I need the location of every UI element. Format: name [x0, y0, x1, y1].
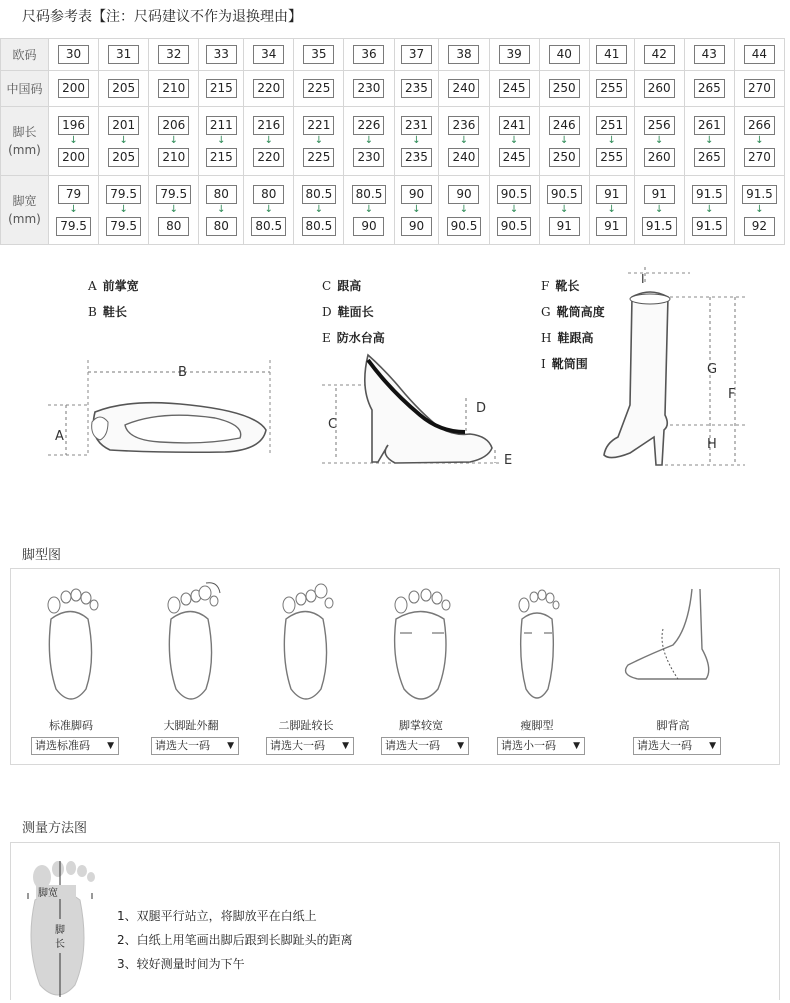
- legend-text: 跟高: [337, 279, 362, 293]
- dropdown-arrow-icon: ▼: [342, 741, 349, 751]
- length-to: 265: [694, 148, 725, 167]
- slim-foot-icon: [482, 569, 592, 709]
- length-from: 256: [644, 116, 675, 135]
- marker-c: C: [328, 417, 338, 432]
- foot-types-title: 脚型图: [22, 548, 62, 563]
- dropdown-arrow-icon: ▼: [227, 741, 234, 751]
- width-from: 80: [253, 185, 284, 204]
- cn-cell: 270: [744, 79, 775, 98]
- high-instep-foot-icon: [618, 569, 748, 709]
- down-arrow-icon: ↓: [217, 134, 226, 146]
- cn-cell: 265: [694, 79, 725, 98]
- eu-cell: 35: [303, 45, 334, 64]
- length-from: 241: [499, 116, 530, 135]
- measure-steps: [117, 904, 353, 976]
- width-to: 90: [401, 217, 432, 236]
- legend-item: [88, 303, 139, 329]
- down-arrow-icon: ↓: [412, 134, 421, 146]
- cn-cell: 245: [499, 79, 530, 98]
- length-to: 235: [401, 148, 432, 167]
- dropdown-arrow-icon: ▼: [573, 741, 580, 751]
- down-arrow-icon: ↓: [169, 203, 178, 215]
- size-select-slim[interactable]: [497, 737, 585, 755]
- eu-cell: 31: [108, 45, 139, 64]
- length-to: 220: [253, 148, 284, 167]
- legend-letter: I: [541, 357, 546, 371]
- cn-cell: 260: [644, 79, 675, 98]
- length-from: 211: [206, 116, 237, 135]
- width-to: 90.5: [447, 217, 482, 236]
- legend-group-1: [88, 277, 139, 329]
- legend-text: 靴筒围: [551, 357, 588, 371]
- select-value: 请选小一码: [501, 739, 556, 752]
- measure-step: 3、较好测量时间为下午: [117, 957, 245, 971]
- legend-letter: G: [541, 305, 551, 319]
- marker-a: A: [55, 429, 64, 444]
- width-from: 80.5: [302, 185, 337, 204]
- marker-i: I: [641, 272, 645, 286]
- down-arrow-icon: ↓: [509, 203, 519, 215]
- foot-type-wide: [366, 569, 476, 752]
- length-to: 245: [499, 148, 530, 167]
- size-select-standard[interactable]: [31, 737, 119, 755]
- select-value: 请选标准码: [35, 739, 90, 752]
- length-from: 221: [303, 116, 334, 135]
- down-arrow-icon: ↓: [755, 134, 764, 146]
- cn-cell: 230: [353, 79, 384, 98]
- foot-type-label: 二脚趾较长: [278, 719, 334, 732]
- bunion-foot-icon: [136, 569, 246, 709]
- width-from: 91.5: [692, 185, 727, 204]
- boot-drawing: [590, 265, 750, 475]
- flat-shoe-drawing: [48, 360, 270, 455]
- length-to: 270: [744, 148, 775, 167]
- eu-cell: 38: [448, 45, 479, 64]
- width-from: 79.5: [106, 185, 141, 204]
- legend-letter: H: [541, 331, 552, 345]
- down-arrow-icon: ↓: [119, 134, 128, 146]
- cn-cell: 215: [206, 79, 237, 98]
- width-to: 91.5: [642, 217, 677, 236]
- foot-type-slim: [482, 569, 592, 752]
- legend-text: 前掌宽: [102, 279, 139, 293]
- length-row: [1, 107, 785, 176]
- footprint-icon: [20, 855, 110, 1003]
- down-arrow-icon: ↓: [705, 203, 714, 215]
- width-from: 90: [401, 185, 432, 204]
- width-to: 80: [206, 217, 237, 236]
- width-from: 91.5: [742, 185, 777, 204]
- standard-foot-icon: [16, 569, 126, 709]
- width-to: 80.5: [251, 217, 286, 236]
- long-toe-foot-icon: [251, 569, 361, 709]
- eu-cell: 32: [158, 45, 189, 64]
- down-arrow-icon: ↓: [560, 203, 569, 215]
- length-row-header: [1, 107, 49, 176]
- width-row: [1, 176, 785, 245]
- down-arrow-icon: ↓: [705, 134, 714, 146]
- down-arrow-icon: ↓: [364, 203, 374, 215]
- width-to: 90: [353, 217, 384, 236]
- foot-type-label: 瘦脚型: [520, 719, 554, 732]
- cn-cell: 220: [253, 79, 284, 98]
- length-unit: (mm): [8, 143, 41, 157]
- eu-cell: 39: [499, 45, 530, 64]
- down-arrow-icon: ↓: [459, 203, 469, 215]
- legend-text: 鞋面长: [337, 305, 374, 319]
- marker-d: D: [476, 401, 487, 416]
- width-to: 91: [596, 217, 627, 236]
- width-row-header: [1, 176, 49, 245]
- legend-letter: A: [88, 279, 97, 293]
- cn-cell: 240: [448, 79, 479, 98]
- legend-text: 靴长: [555, 279, 580, 293]
- width-from: 90.5: [547, 185, 582, 204]
- measure-title: 测量方法图: [22, 821, 88, 836]
- cn-cell: 225: [303, 79, 334, 98]
- length-from: 251: [596, 116, 627, 135]
- wide-foot-icon: [366, 569, 476, 709]
- eu-row: [1, 39, 785, 71]
- down-arrow-icon: ↓: [314, 134, 324, 146]
- width-from: 80: [206, 185, 237, 204]
- cn-row-header: 中国码: [1, 71, 49, 107]
- foot-type-label: 标准脚码: [49, 719, 93, 732]
- width-from: 90.5: [497, 185, 532, 204]
- length-from: 246: [549, 116, 580, 135]
- width-to: 92: [744, 217, 775, 236]
- foot-types-panel: [10, 568, 780, 765]
- length-from: 231: [401, 116, 432, 135]
- width-to: 91: [549, 217, 580, 236]
- legend-text: 鞋跟高: [557, 331, 594, 345]
- eu-cell: 34: [253, 45, 284, 64]
- length-label: 脚长: [12, 125, 37, 139]
- dropdown-arrow-icon: ▼: [457, 741, 464, 751]
- foot-length-tag: 长: [55, 939, 65, 950]
- eu-cell: 40: [549, 45, 580, 64]
- legend-text: 靴筒高度: [556, 305, 605, 319]
- length-to: 250: [549, 148, 580, 167]
- width-from: 91: [644, 185, 675, 204]
- size-select-high-instep[interactable]: [633, 737, 721, 755]
- width-from: 79.5: [156, 185, 191, 204]
- length-to: 240: [448, 148, 479, 167]
- foot-type-label: 脚掌较宽: [399, 719, 443, 732]
- down-arrow-icon: ↓: [755, 203, 764, 215]
- length-from: 266: [744, 116, 775, 135]
- cn-cell: 200: [58, 79, 89, 98]
- down-arrow-icon: ↓: [607, 203, 616, 215]
- length-to: 260: [644, 148, 675, 167]
- down-arrow-icon: ↓: [655, 203, 664, 215]
- select-value: 请选大一码: [385, 739, 440, 752]
- foot-type-label: 大脚趾外翻: [163, 719, 219, 732]
- down-arrow-icon: ↓: [264, 134, 273, 146]
- marker-f: F: [728, 387, 736, 402]
- foot-type-long-second-toe: [251, 569, 361, 752]
- length-from: 226: [353, 116, 384, 135]
- eu-cell: 42: [644, 45, 675, 64]
- legend-item: [88, 277, 139, 303]
- cn-cell: 205: [108, 79, 139, 98]
- down-arrow-icon: ↓: [607, 134, 616, 146]
- foot-type-bunion: [136, 569, 246, 752]
- select-value: 请选大一码: [637, 739, 692, 752]
- size-chart-title: 尺码参考表【注：尺码建议不作为退换理由】: [22, 9, 302, 25]
- legend-item: [322, 277, 385, 303]
- width-to: 91.5: [692, 217, 727, 236]
- width-to: 80: [158, 217, 189, 236]
- length-to: 255: [596, 148, 627, 167]
- width-to: 80.5: [302, 217, 337, 236]
- length-from: 216: [253, 116, 284, 135]
- length-to: 230: [353, 148, 384, 167]
- length-to: 225: [303, 148, 334, 167]
- width-from: 79: [58, 185, 89, 204]
- length-from: 261: [694, 116, 725, 135]
- dropdown-arrow-icon: ▼: [107, 741, 114, 751]
- eu-cell: 33: [206, 45, 237, 64]
- width-from: 90: [448, 185, 479, 204]
- cn-row: [1, 71, 785, 107]
- select-value: 请选大一码: [270, 739, 325, 752]
- eu-cell: 36: [353, 45, 384, 64]
- legend-letter: E: [322, 331, 331, 345]
- down-arrow-icon: ↓: [459, 134, 469, 146]
- foot-type-standard: [16, 569, 126, 752]
- marker-h: H: [707, 437, 717, 452]
- foot-type-high-instep: [618, 569, 728, 752]
- down-arrow-icon: ↓: [69, 203, 78, 215]
- measure-step: 1、双腿平行站立，将脚放平在白纸上: [117, 909, 317, 923]
- down-arrow-icon: ↓: [119, 203, 128, 215]
- length-to: 210: [158, 148, 189, 167]
- length-to: 215: [206, 148, 237, 167]
- legend-text: 防水台高: [336, 331, 385, 345]
- marker-b: B: [178, 365, 187, 380]
- width-unit: (mm): [8, 212, 41, 226]
- size-select-long-toe[interactable]: [266, 737, 354, 755]
- length-to: 205: [108, 148, 139, 167]
- select-value: 请选大一码: [155, 739, 210, 752]
- legend-letter: B: [88, 305, 97, 319]
- eu-cell: 44: [744, 45, 775, 64]
- length-from: 206: [158, 116, 189, 135]
- down-arrow-icon: ↓: [364, 134, 374, 146]
- dropdown-arrow-icon: ▼: [709, 741, 716, 751]
- legend-item: [322, 303, 385, 329]
- down-arrow-icon: ↓: [314, 203, 324, 215]
- legend-letter: C: [322, 279, 332, 293]
- measure-step: 2、白纸上用笔画出脚后跟到长脚趾头的距离: [117, 933, 353, 947]
- down-arrow-icon: ↓: [69, 134, 78, 146]
- length-from: 236: [448, 116, 479, 135]
- legend-letter: D: [322, 305, 332, 319]
- size-select-wide[interactable]: [381, 737, 469, 755]
- length-to: 200: [58, 148, 89, 167]
- legend-text: 鞋长: [102, 305, 127, 319]
- width-to: 90.5: [497, 217, 532, 236]
- cn-cell: 210: [158, 79, 189, 98]
- size-chart-table: [0, 38, 785, 245]
- marker-g: G: [707, 362, 718, 377]
- eu-row-header: 欧码: [1, 39, 49, 71]
- width-label: 脚宽: [12, 194, 37, 208]
- high-heel-drawing: [322, 355, 512, 468]
- down-arrow-icon: ↓: [509, 134, 519, 146]
- foot-type-label: 脚背高: [656, 719, 690, 732]
- width-to: 79.5: [56, 217, 91, 236]
- eu-cell: 41: [596, 45, 627, 64]
- eu-cell: 30: [58, 45, 89, 64]
- eu-cell: 37: [401, 45, 432, 64]
- length-from: 201: [108, 116, 139, 135]
- down-arrow-icon: ↓: [560, 134, 569, 146]
- length-from: 196: [58, 116, 89, 135]
- cn-cell: 235: [401, 79, 432, 98]
- foot-width-tag: 脚宽: [38, 888, 58, 899]
- legend-group-2: [322, 277, 385, 355]
- width-from: 80.5: [352, 185, 387, 204]
- down-arrow-icon: ↓: [217, 203, 226, 215]
- marker-e: E: [504, 453, 513, 468]
- legend-letter: F: [541, 279, 550, 293]
- down-arrow-icon: ↓: [655, 134, 664, 146]
- cn-cell: 250: [549, 79, 580, 98]
- down-arrow-icon: ↓: [264, 203, 273, 215]
- down-arrow-icon: ↓: [169, 134, 178, 146]
- down-arrow-icon: ↓: [412, 203, 421, 215]
- foot-length-tag: 脚: [55, 925, 65, 936]
- eu-cell: 43: [694, 45, 725, 64]
- width-from: 91: [596, 185, 627, 204]
- width-to: 79.5: [106, 217, 141, 236]
- cn-cell: 255: [596, 79, 627, 98]
- size-select-bunion[interactable]: [151, 737, 239, 755]
